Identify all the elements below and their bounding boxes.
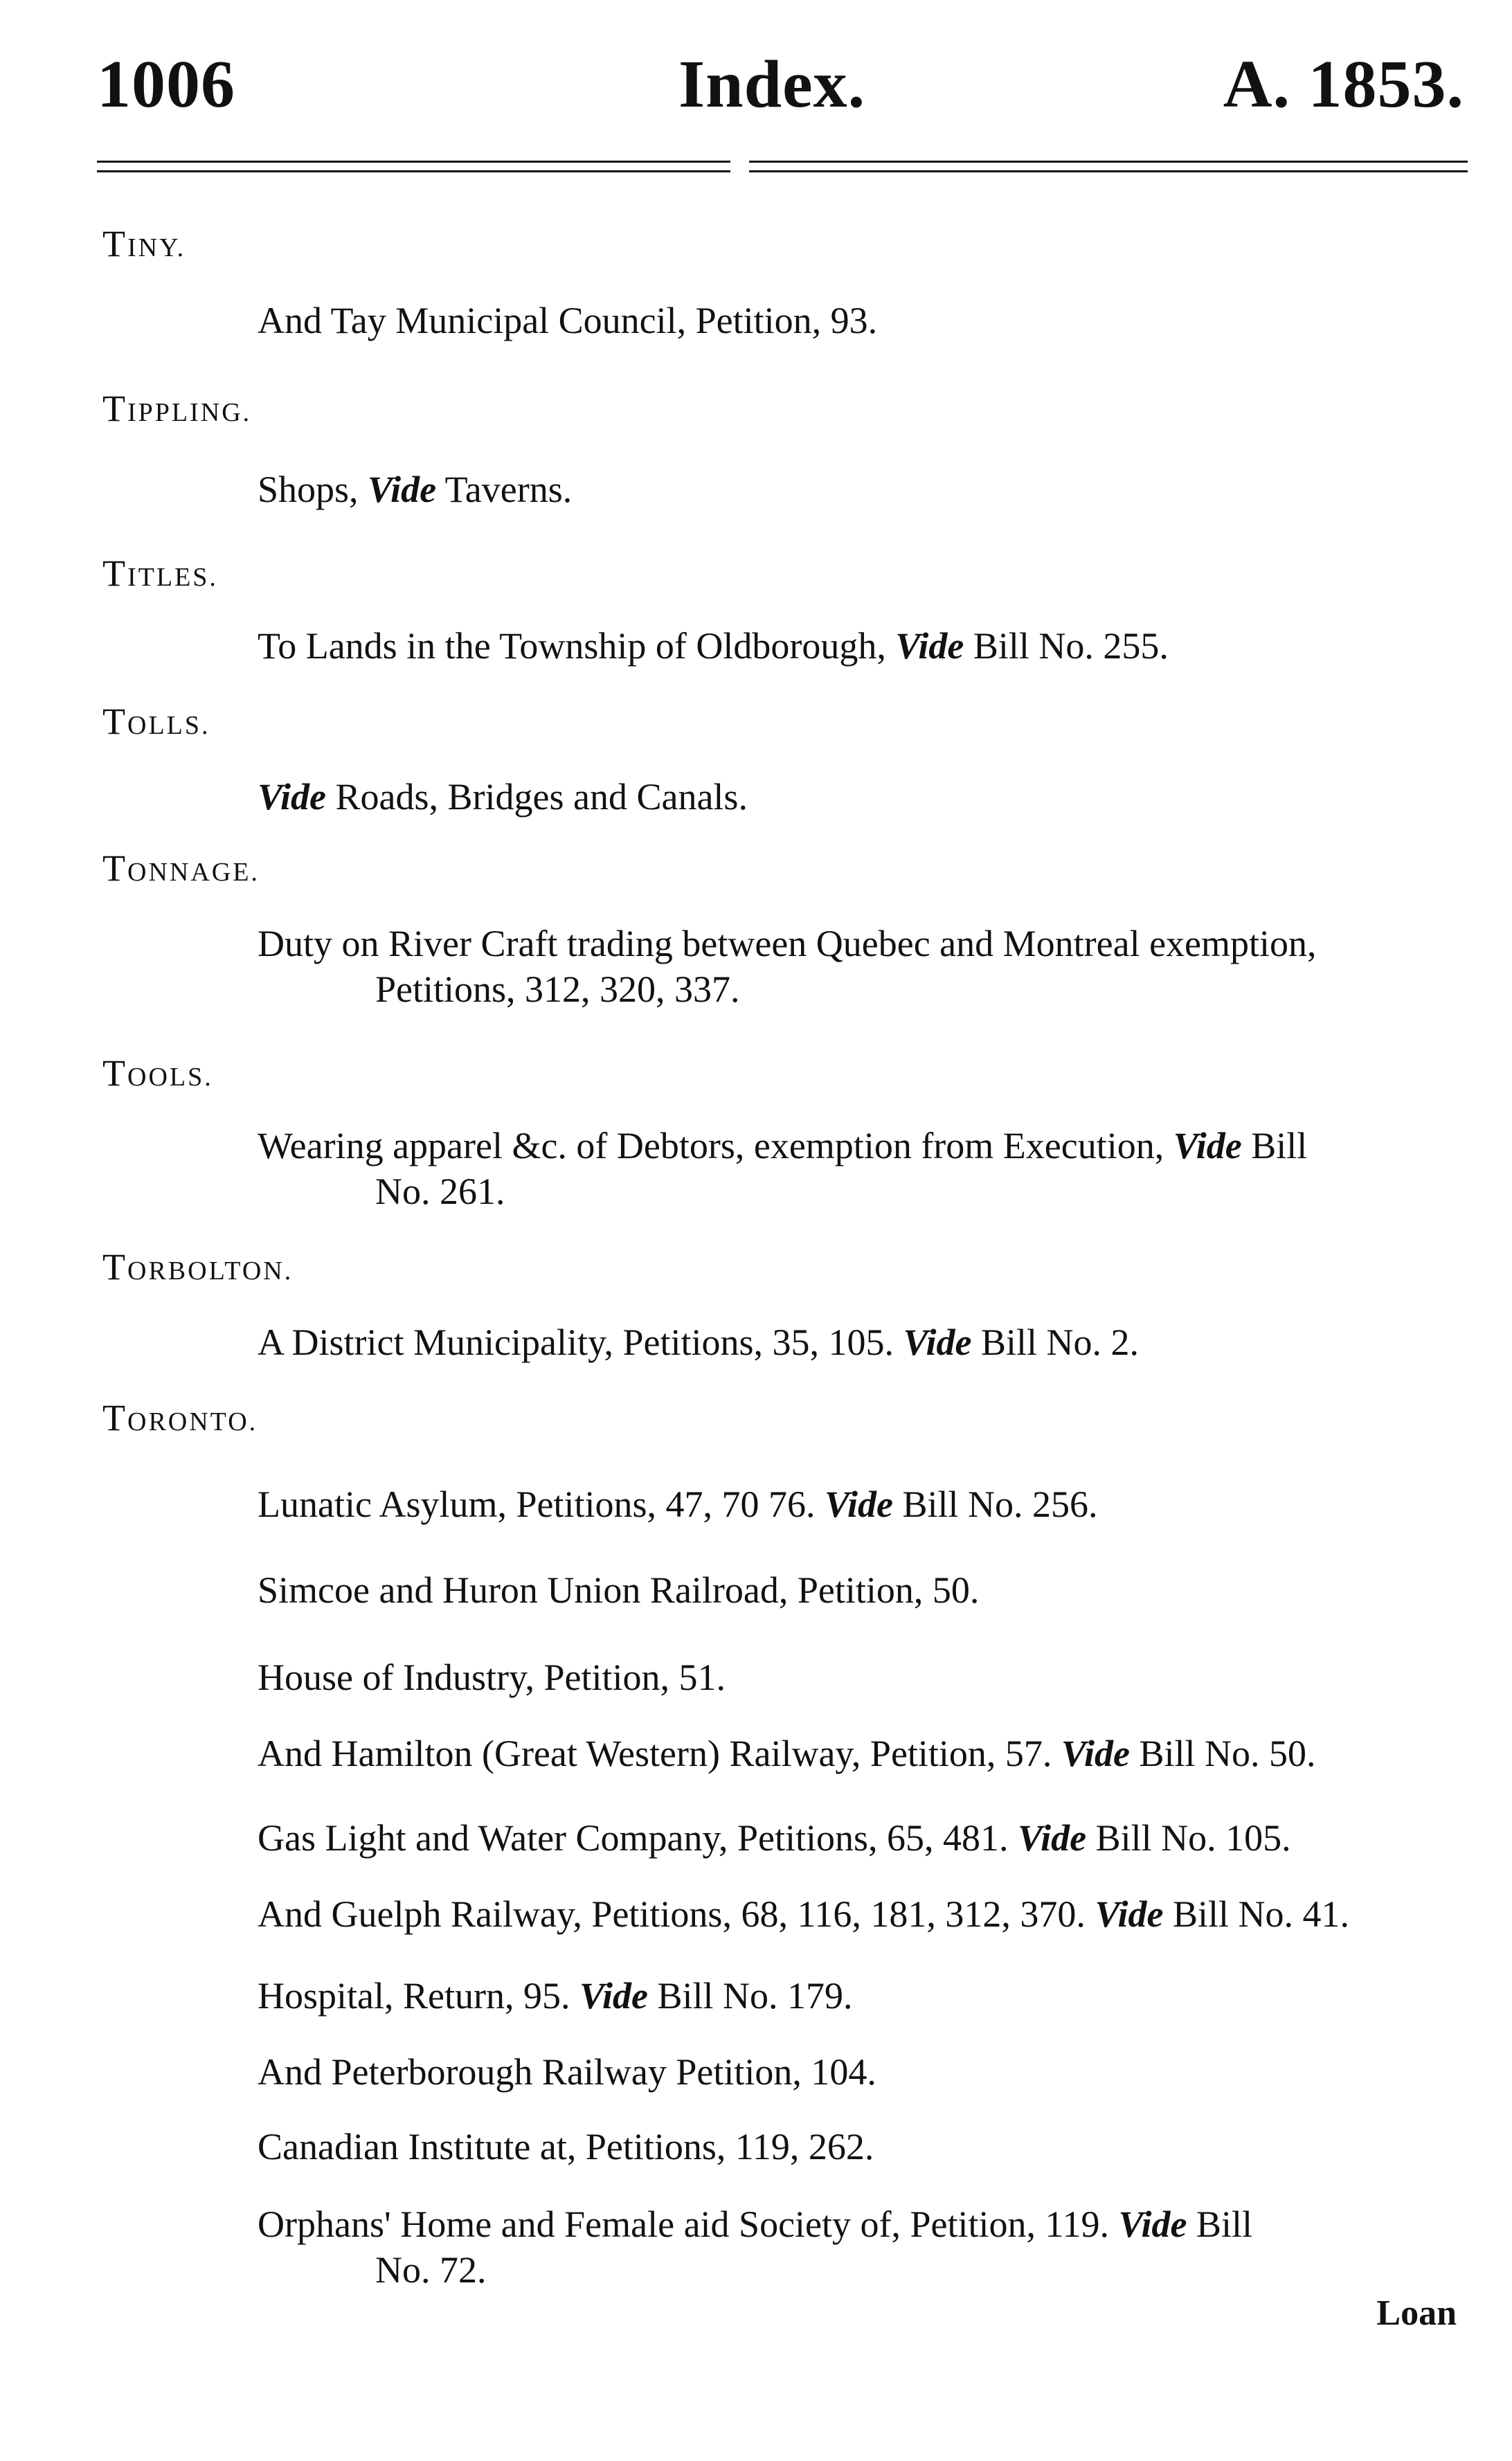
section-heading-tippling: TIPPLING.	[102, 388, 252, 429]
index-entry: Canadian Institute at, Petitions, 119, 262.	[258, 2126, 874, 2167]
header-rule	[749, 170, 1468, 172]
page-number: 1006	[97, 47, 235, 122]
index-entry: And Tay Municipal Council, Petition, 93.	[258, 300, 878, 341]
section-heading-toronto: TORONTO.	[102, 1397, 258, 1439]
index-entry: Simcoe and Huron Union Railroad, Petition, 50.	[258, 1569, 980, 1611]
page-year: A. 1853.	[1223, 47, 1464, 122]
section-heading-tools: TOOLS.	[102, 1052, 213, 1094]
header-rule	[97, 170, 730, 172]
index-entry: To Lands in the Township of Oldborough, Vide Bill No. 255.	[258, 625, 1169, 667]
index-entry: Vide Roads, Bridges and Canals.	[258, 776, 748, 818]
header-rule	[97, 161, 730, 163]
index-entry: And Guelph Railway, Petitions, 68, 116, 181, 312, 370. Vide Bill No. 41.	[258, 1893, 1349, 1935]
index-entry: And Peterborough Railway Petition, 104.	[258, 2051, 876, 2093]
index-entry: Gas Light and Water Company, Petitions, 65, 481. Vide Bill No. 105.	[258, 1817, 1291, 1859]
section-heading-torbolton: TORBOLTON.	[102, 1246, 294, 1288]
index-entry: House of Industry, Petition, 51.	[258, 1657, 726, 1698]
index-entry: Lunatic Asylum, Petitions, 47, 70 76. Vide Bill No. 256.	[258, 1484, 1098, 1525]
section-heading-tiny: TINY.	[102, 223, 186, 264]
header-rule	[749, 161, 1468, 163]
index-entry: Orphans' Home and Female aid Society of, Petition, 119. Vide Bill No. 72.	[258, 2203, 1253, 2291]
page-header	[97, 43, 1464, 126]
index-entry: And Hamilton (Great Western) Railway, Petition, 57. Vide Bill No. 50.	[258, 1733, 1316, 1774]
section-heading-tonnage: TONNAGE.	[102, 847, 260, 889]
index-entry: Shops, Vide Taverns.	[258, 469, 573, 510]
index-entry: A District Municipality, Petitions, 35, 105. Vide Bill No. 2.	[258, 1322, 1140, 1363]
section-heading-tolls: TOLLS.	[102, 701, 210, 742]
index-entry: Duty on River Craft trading between Quebec and Montreal exemption, Petitions, 312, 320, 337.	[258, 923, 1317, 1010]
index-entry: Hospital, Return, 95. Vide Bill No. 179.	[258, 1975, 853, 2017]
section-heading-titles: TITLES.	[102, 552, 218, 594]
catchword: Loan	[1376, 2293, 1457, 2333]
page-title: Index.	[678, 47, 866, 122]
index-entry: Wearing apparel &c. of Debtors, exemption from Execution, Vide Bill No. 261.	[258, 1125, 1308, 1212]
